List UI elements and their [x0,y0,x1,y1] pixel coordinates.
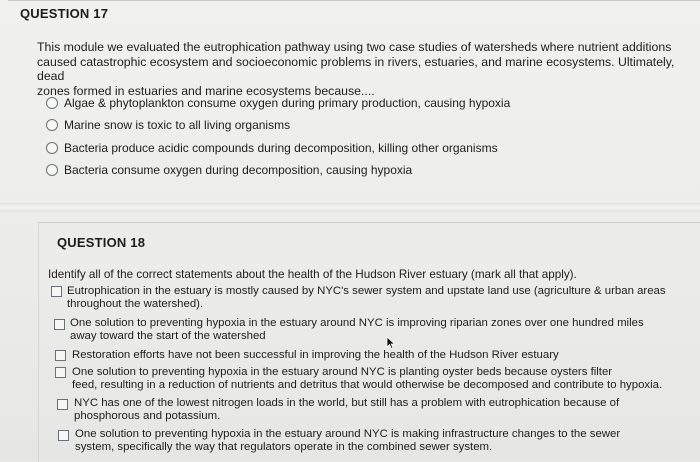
option-line: Restoration efforts have not been successful in improving the health of the Hudson River estuary [72,349,559,361]
radio-option-label: Bacteria produce acidic compounds during decomposition, killing other organisms [64,141,498,155]
checkbox-option-label [72,366,662,391]
checkbox[interactable] [51,286,62,297]
checkbox[interactable] [55,350,66,361]
checkbox-option-label [70,317,644,342]
option-line: throughout the watershed). [67,297,204,310]
option-line: NYC has one of the lowest nitrogen loads in the world, but still has a problem with eutrophication because of [74,397,620,409]
question-17-title: QUESTION 17 [20,6,109,21]
checkbox-option-label [75,428,620,453]
checkbox-option-label [72,349,559,362]
checkbox[interactable] [58,430,69,441]
option-line: feed, resulting in a reduction of nutrients and detritus that would otherwise be decomposed and contribute to hypoxia. [72,378,663,391]
option-line: One solution to preventing hypoxia in the estuary around NYC is making infrastructure changes to the sewer [75,428,621,440]
radio-button[interactable] [46,164,58,176]
option-line: system, specifically the way that regulators operate in the combined sewer system. [75,440,493,453]
question-17-prompt [37,40,687,98]
checkbox-option-label [67,285,666,310]
question-17-header [8,0,700,31]
prompt-line: zones formed in estuaries and marine ecosystems because.... [37,83,375,98]
option-line: Eutrophication in the estuary is mostly caused by NYC's sewer system and upstate land use (agriculture & urban areas [67,285,666,297]
prompt-line: This module we evaluated the eutrophication pathway using two case studies of watersheds where nutrient additions [37,40,672,54]
option-line: One solution to preventing hypoxia in the estuary around NYC is improving riparian zones over one hundred miles [70,317,644,329]
option-line: One solution to preventing hypoxia in the estuary around NYC is planting oyster beds because oysters filter [72,366,613,378]
radio-button[interactable] [46,119,58,131]
prompt-line: caused catastrophic ecosystem and socioeconomic problems in rivers, estuaries, and marine ecosystems. Ultimately, dead [37,54,675,83]
question-18-box [38,222,700,462]
radio-option-label: Bacteria consume oxygen during decomposition, causing hypoxia [64,163,413,177]
radio-button[interactable] [46,97,58,109]
checkbox[interactable] [55,367,66,378]
question-18-title: QUESTION 18 [57,235,146,250]
checkbox[interactable] [57,399,68,410]
mouse-pointer-icon [386,336,396,350]
question-18-prompt: Identify all of the correct statements about the health of the Hudson River estuary (mark all that apply). [48,268,577,281]
checkbox-option-label [74,397,619,422]
radio-option-label: Algae & phytoplankton consume oxygen during primary production, causing hypoxia [64,96,511,110]
option-line: phosphorous and potassium. [74,409,221,422]
checkbox[interactable] [54,319,65,330]
option-line: away toward the start of the watershed [70,329,266,342]
radio-option-label: Marine snow is toxic to all living organisms [64,118,291,132]
radio-button[interactable] [46,142,58,154]
question-separator [0,203,700,212]
